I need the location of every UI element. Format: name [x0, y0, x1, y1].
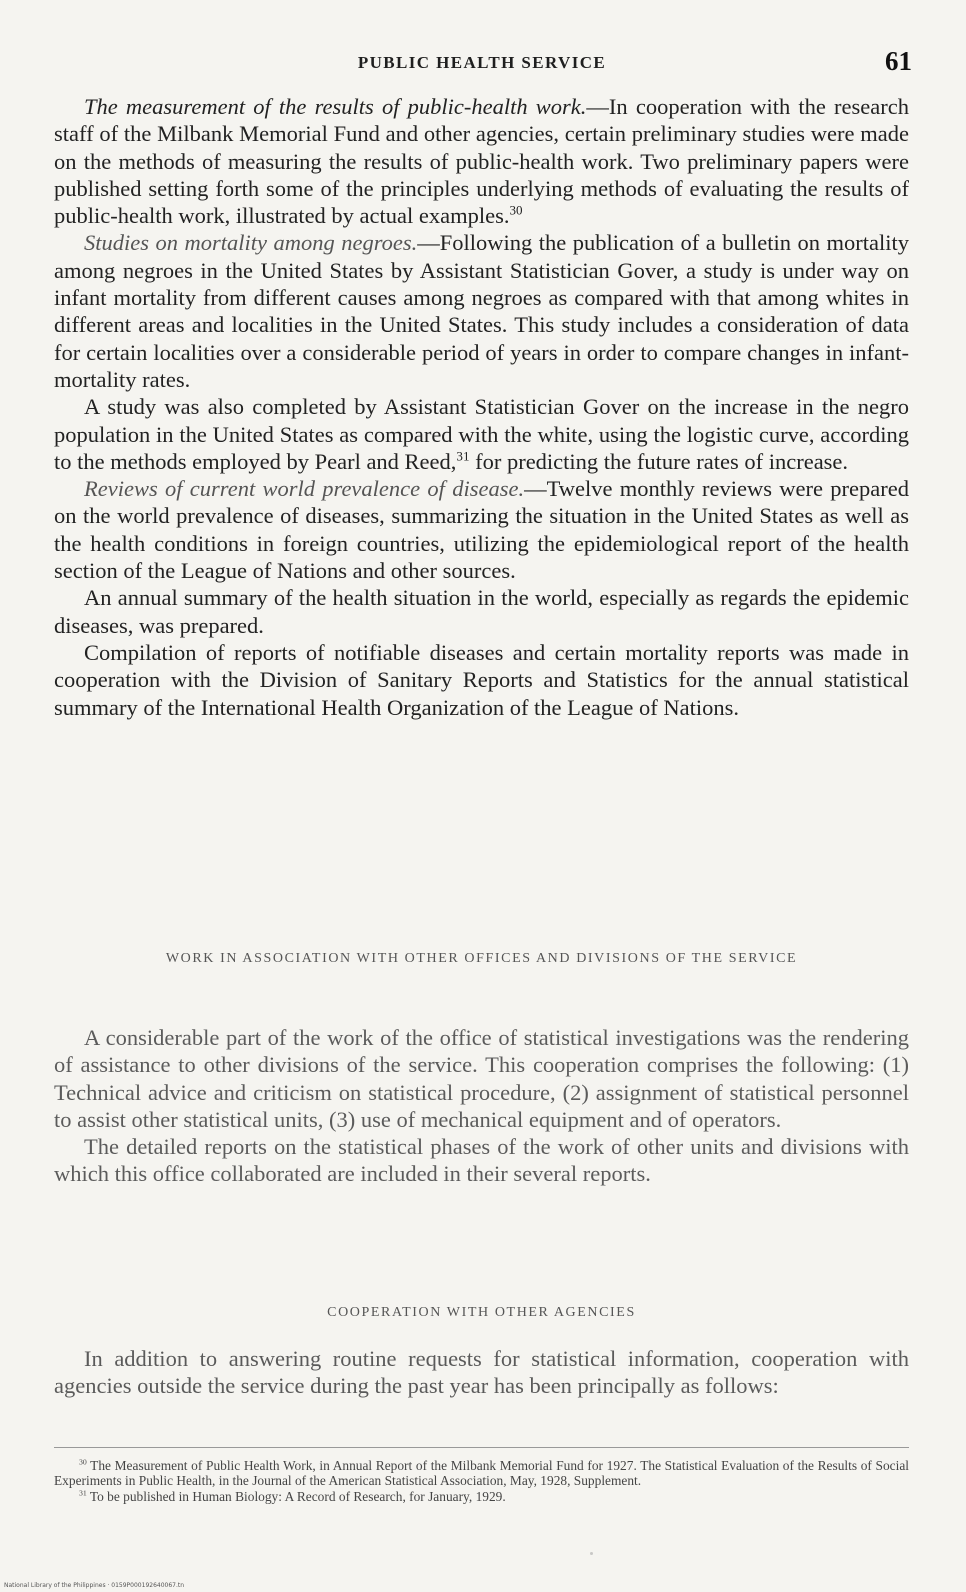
footnotes — [54, 1447, 909, 1504]
paragraph-text: A study was also completed by Assistant Statistician Gover on the increase in the negro population in the United States as compared with the white, using the logistic curve, according to the methods employed by Pearl and Reed, — [54, 394, 909, 474]
running-title: PUBLIC HEALTH SERVICE — [357, 53, 607, 72]
runin-heading: Studies on mortality among negroes. — [84, 230, 418, 256]
footnote-30 — [54, 1458, 909, 1489]
section-heading-cooperation: COOPERATION WITH OTHER AGENCIES — [327, 1305, 636, 1320]
paragraph-mortality — [54, 229, 909, 393]
main-body — [54, 93, 909, 721]
footnote-31 — [54, 1489, 909, 1504]
footnote-text: To be published in Human Biology: A Record of Research, for January, 1929. — [86, 1488, 506, 1504]
footnote-number: 30 — [79, 1457, 87, 1467]
paragraph-work-1: A considerable part of the work of the office of statistical investigations was the rendering of assistance to other divisions of the service. This cooperation comprises the following: (1) Technical advice and criticism on statistical procedure, (2) assignment of statistical personnel to assist other statistical units, (3) use of mechanical equipment and of operators. — [54, 1025, 909, 1132]
section-heading-work: WORK IN ASSOCIATION WITH OTHER OFFICES AND DIVISIONS OF THE SERVICE — [165, 951, 798, 966]
paragraph-text: —In cooperation with the research staff of the Milbank Memorial Fund and other agencies, certain preliminary studies were made on the methods of measuring the results of public-health work. Two preliminary papers were published setting forth some of the principles underlying methods of evaluating the results of public-health work, illustrated by actual examples. — [54, 94, 909, 229]
scan-speck — [590, 1552, 593, 1555]
paragraph-measurement — [54, 93, 909, 229]
footnote-ref[interactable]: 31 — [456, 448, 470, 464]
paragraph-text: Compilation of reports of notifiable diseases and certain mortality reports was made in cooperation with the Division of Sanitary Reports and Statistics for the annual statistical summary of the International Health Organization of the League of Nations. — [54, 639, 909, 720]
running-head — [52, 46, 912, 80]
paragraph-text: —Following the publication of a bulletin on mortality among negroes in the United States by Assistant Statistician Gover, a study is under way on infant mortality from different causes among negroes as compared with that among whites in different areas and localities in the United States. This study includes a consideration of data for certain localities over a considerable period of years in order to compare changes in infant-mortality rates. — [54, 230, 909, 392]
runin-heading: The measurement of the results of public-health work. — [84, 94, 587, 119]
paragraph-text: An annual summary of the health situation in the world, especially as regards the epidemic diseases, was prepared. — [54, 585, 909, 638]
paragraph-annual-summary — [54, 584, 909, 639]
paragraph-work-2: The detailed reports on the statistical phases of the work of other units and divisions with which this office collaborated are included in their several reports. — [54, 1134, 909, 1187]
page-number: 61 — [885, 46, 912, 76]
paragraph-reviews — [54, 475, 909, 584]
paragraph-text: for predicting the future rates of increase. — [469, 448, 849, 474]
section-work-body — [54, 1024, 909, 1188]
footnote-ref[interactable]: 30 — [509, 202, 523, 218]
footnote-text: The Measurement of Public Health Work, in Annual Report of the Milbank Memorial Fund for 1927. The Statistical Evaluation of the Results of Social Experiments in Public Health, in the Journal of the American Statistical Association, May, 1928, Supplement. — [54, 1458, 909, 1489]
paragraph-compilation — [54, 639, 909, 721]
footnote-number: 31 — [79, 1488, 87, 1498]
paragraph-cooperation-1: In addition to answering routine requests for statistical information, cooperation with agencies outside the service during the past year has been principally as follows: — [54, 1346, 909, 1399]
paragraph-text: —Twelve monthly reviews were prepared on the world prevalence of diseases, summarizing the situation in the United States as well as the health conditions in foreign countries, utilizing the epidemiological report of the health section of the League of Nations and other sources. — [54, 476, 910, 584]
section-cooperation-body — [54, 1345, 909, 1400]
paragraph-population-study — [54, 393, 909, 475]
library-note: National Library of the Philippines · 0159P000192640067.tn — [4, 1582, 185, 1589]
runin-heading: Reviews of current world prevalence of disease. — [84, 476, 525, 502]
